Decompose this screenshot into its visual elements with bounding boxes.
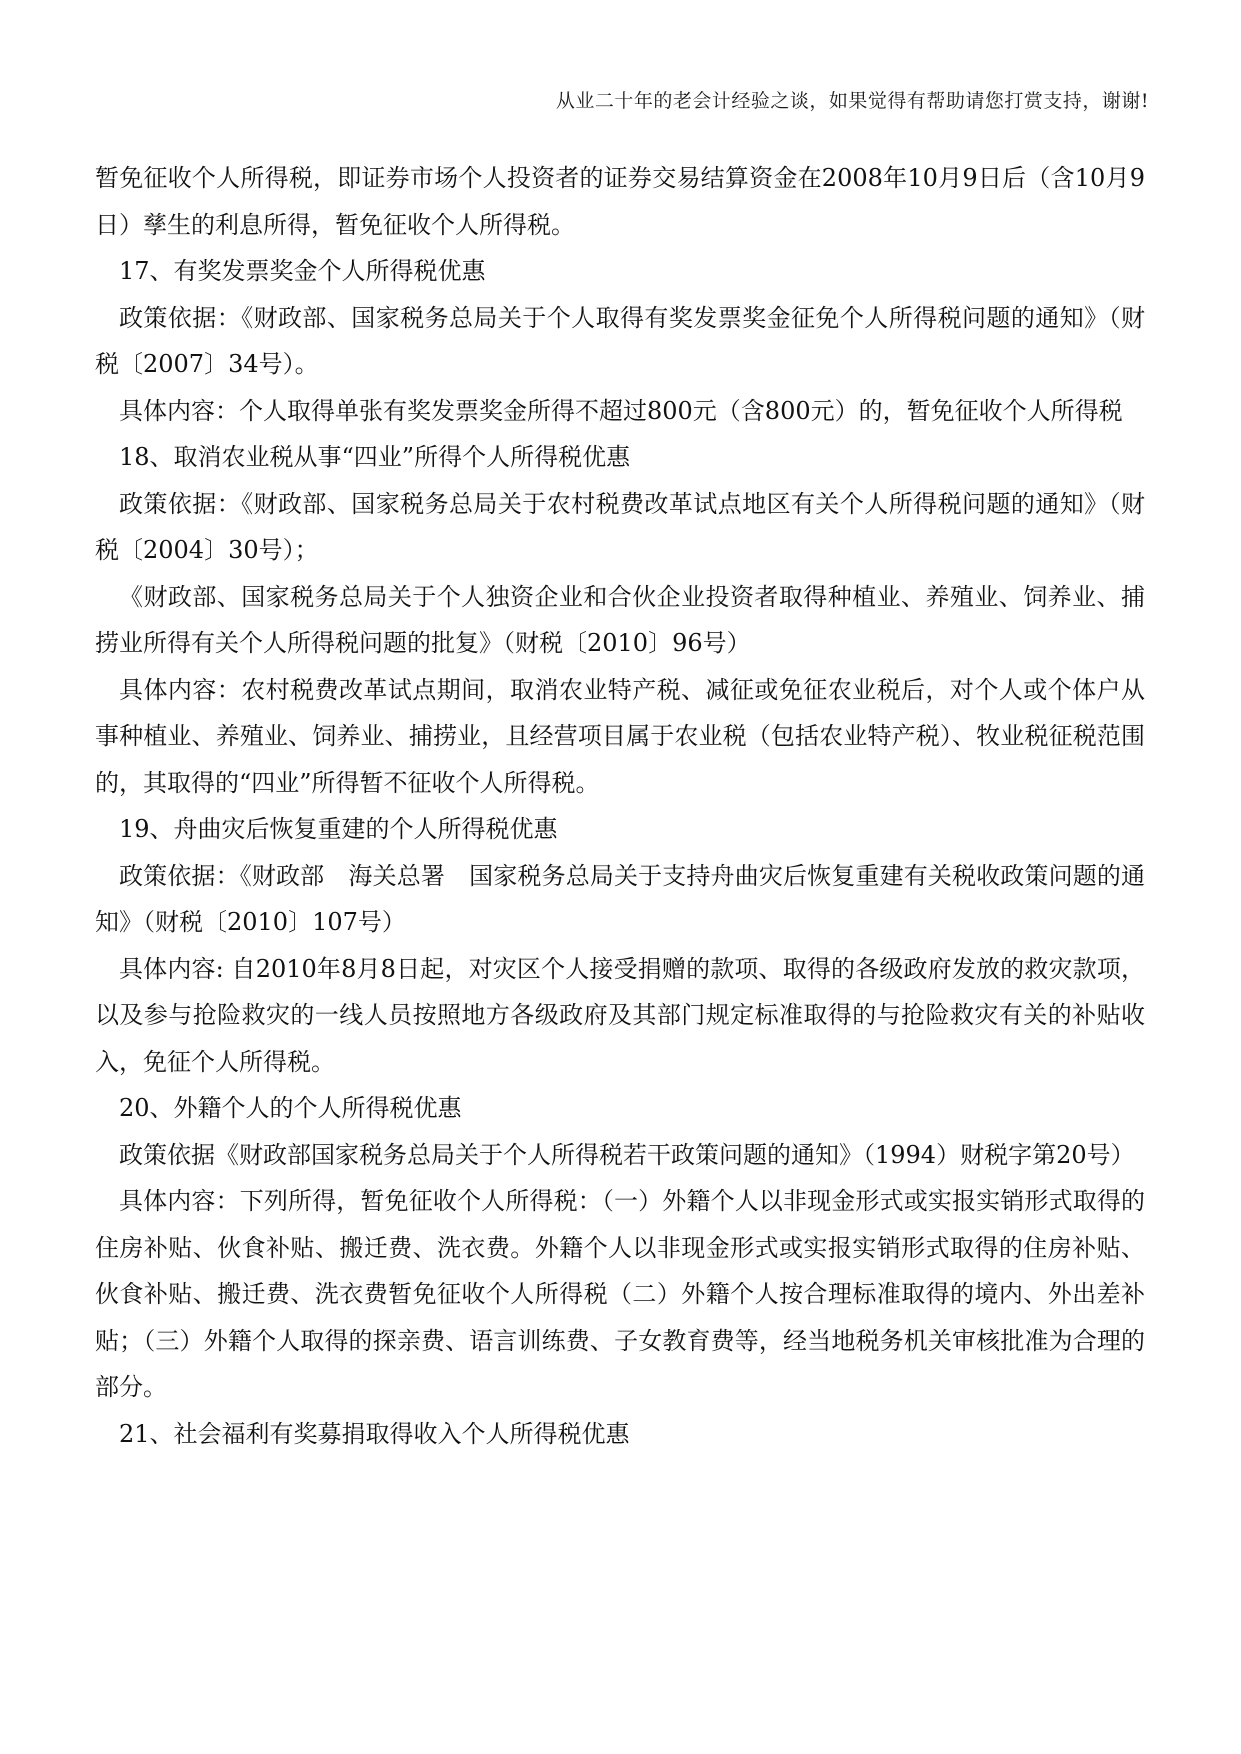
header-note: 从业二十年的老会计经验之谈，如果觉得有帮助请您打赏支持，谢谢! <box>555 90 1149 112</box>
paragraph-policy-20: 政策依据《财政部国家税务总局关于个人所得税若干政策问题的通知》（1994）财税字第20号） <box>119 1140 1135 1169</box>
document-body <box>95 155 1145 1457</box>
paragraph-policy-19: 政策依据：《财政部 海关总署 国家税务总局关于支持舟曲灾后恢复重建有关税收政策问题的通知》（财税〔2010〕107号） <box>95 861 1145 936</box>
paragraph-content-18: 具体内容：农村税费改革试点期间，取消农业特产税、减征或免征农业税后，对个人或个体户从事种植业、养殖业、饲养业、捕捞业，且经营项目属于农业税（包括农业特产税）、牧业税征税范围的，其取得的“四业”所得暂不征收个人所得税。 <box>95 675 1145 797</box>
paragraph-policy-18b: 《财政部、国家税务总局关于个人独资企业和合伙企业投资者取得种植业、养殖业、饲养业、捕捞业所得有关个人所得税问题的批复》（财税〔2010〕96号） <box>95 582 1145 657</box>
section-heading-18: 18、取消农业税从事“四业”所得个人所得税优惠 <box>119 443 631 471</box>
paragraph-policy-18a: 政策依据：《财政部、国家税务总局关于农村税费改革试点地区有关个人所得税问题的通知》（财税〔2004〕30号）； <box>95 489 1145 564</box>
section-heading-19: 19、舟曲灾后恢复重建的个人所得税优惠 <box>119 815 558 843</box>
section-heading-17: 17、有奖发票奖金个人所得税优惠 <box>119 257 486 285</box>
section-heading-21: 21、社会福利有奖募捐取得收入个人所得税优惠 <box>119 1419 630 1448</box>
paragraph-content-20: 具体内容：下列所得，暂免征收个人所得税：（一）外籍个人以非现金形式或实报实销形式取得的住房补贴、伙食补贴、搬迁费、洗衣费。外籍个人以非现金形式或实报实销形式取得的住房补贴、伙食补贴、搬迁费、洗衣费暂免征收个人所得税（二）外籍个人按合理标准取得的境内、外出差补贴；（三）外籍个人取得的探亲费、语言训练费、子女教育费等，经当地税务机关审核批准为合理的部分。 <box>95 1187 1145 1401</box>
paragraph-content-19: 具体内容: 自2010年8月8日起，对灾区个人接受捐赠的款项、取得的各级政府发放的救灾款项，以及参与抢险救灾的一线人员按照地方各级政府及其部门规定标准取得的与抢险救灾有关的补贴收入，免征个人所得税。 <box>95 954 1145 1076</box>
paragraph-content-17: 具体内容：个人取得单张有奖发票奖金所得不超过800元（含800元）的，暂免征收个人所得税 <box>119 396 1123 425</box>
paragraph-0: 暂免征收个人所得税，即证券市场个人投资者的证券交易结算资金在2008年10月9日后（含10月9日）孳生的利息所得，暂免征收个人所得税。 <box>95 164 1145 239</box>
section-heading-20: 20、外籍个人的个人所得税优惠 <box>119 1094 462 1122</box>
paragraph-policy-17: 政策依据：《财政部、国家税务总局关于个人取得有奖发票奖金征免个人所得税问题的通知》（财税〔2007〕34号）。 <box>95 303 1145 378</box>
